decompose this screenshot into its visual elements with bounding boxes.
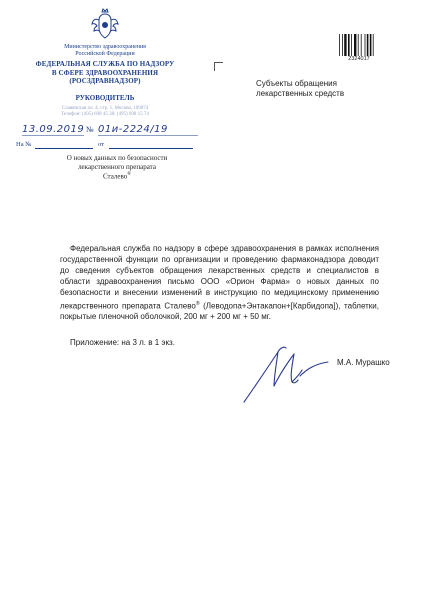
registration-date: 13.09.2019: [22, 124, 85, 135]
subject-drug-name: Сталево: [102, 172, 128, 181]
body-reg-mark: ®: [195, 300, 200, 307]
barcode-bar: [344, 34, 346, 56]
attachment-note: Приложение: на 3 л. в 1 экз.: [70, 338, 175, 347]
reference-label: На №: [16, 141, 32, 148]
letter-subject: [57, 154, 177, 181]
letter-body: [60, 244, 379, 323]
barcode-bar: [365, 34, 366, 56]
barcode: [339, 34, 379, 56]
addressee-corner-mark: [214, 62, 223, 71]
subject-reg-mark: ®: [127, 172, 132, 177]
barcode-bar: [348, 34, 350, 56]
agency-line-1: ФЕДЕРАЛЬНАЯ СЛУЖБА ПО НАДЗОРУ: [35, 60, 175, 68]
body-part-2: (Леводопа+Энтакапон+[Карбидопа]), таблетки, покрытые пленочной оболочкой, 200 мг + 200 мг + 50 мг.: [60, 301, 379, 322]
ministry-line-1: Министерство здравоохранения: [64, 44, 146, 50]
head-title: РУКОВОДИТЕЛЬ: [75, 94, 135, 102]
barcode-number: 2324017: [348, 56, 370, 62]
ministry-name: [30, 44, 180, 58]
reference-line: [16, 141, 196, 151]
barcode-bar: [342, 34, 343, 56]
addressee: [256, 79, 376, 99]
registration-line: [22, 124, 198, 137]
handwritten-signature: [240, 340, 332, 408]
barcode-bar: [351, 34, 352, 56]
ministry-line-2: Российской Федерации: [75, 51, 135, 57]
reference-number-field: [35, 148, 93, 149]
subject-line-3: [57, 171, 177, 181]
agency-line-2: В СФЕРЕ ЗДРАВООХРАНЕНИЯ: [51, 68, 159, 77]
barcode-bar: [358, 34, 359, 56]
barcode-bar: [370, 34, 372, 56]
barcode-bar: [339, 34, 340, 56]
body-part-1: Федеральная служба по надзору в сфере здравоохранения в рамках исполнения государственной функции по организации и проведению фармаконадзора доводит до сведения субъектов обращения лекарственных средств и специалистов в области здравоохранения письмо ООО «Орион Фарма» о новых данных по безопасности и внесении изменений в инструкцию по медицинскому применению лекарственного препарата Сталево: [60, 244, 379, 311]
signer-name: М.А. Мурашко: [337, 358, 390, 367]
barcode-bar: [367, 34, 369, 56]
barcode-bar: [373, 34, 374, 56]
agency-line-3: (РОСЗДРАВНАДЗОР): [69, 77, 141, 85]
coat-of-arms-icon: [90, 8, 120, 42]
subject-line-2: лекарственного препарата: [78, 162, 156, 171]
addressee-line-1: Субъекты обращения: [256, 79, 337, 88]
barcode-bar: [361, 34, 362, 56]
number-sign: №: [86, 125, 94, 134]
address-line-1: Славянская пл. 4, стр. 1, Москва, 109074: [61, 106, 149, 111]
agency-address: [30, 106, 180, 118]
reference-date-field: [109, 148, 193, 149]
subject-line-1: О новых данных по безопасности: [66, 154, 168, 162]
reference-from-label: от: [98, 141, 105, 148]
addressee-line-2: лекарственных средств: [256, 89, 345, 98]
registration-number: 01и-2224/19: [98, 124, 168, 135]
address-line-2: Телефон: (495) 698 45 38; (495) 698 15 74: [61, 112, 149, 117]
agency-name: [30, 60, 180, 86]
barcode-bar: [354, 34, 356, 56]
